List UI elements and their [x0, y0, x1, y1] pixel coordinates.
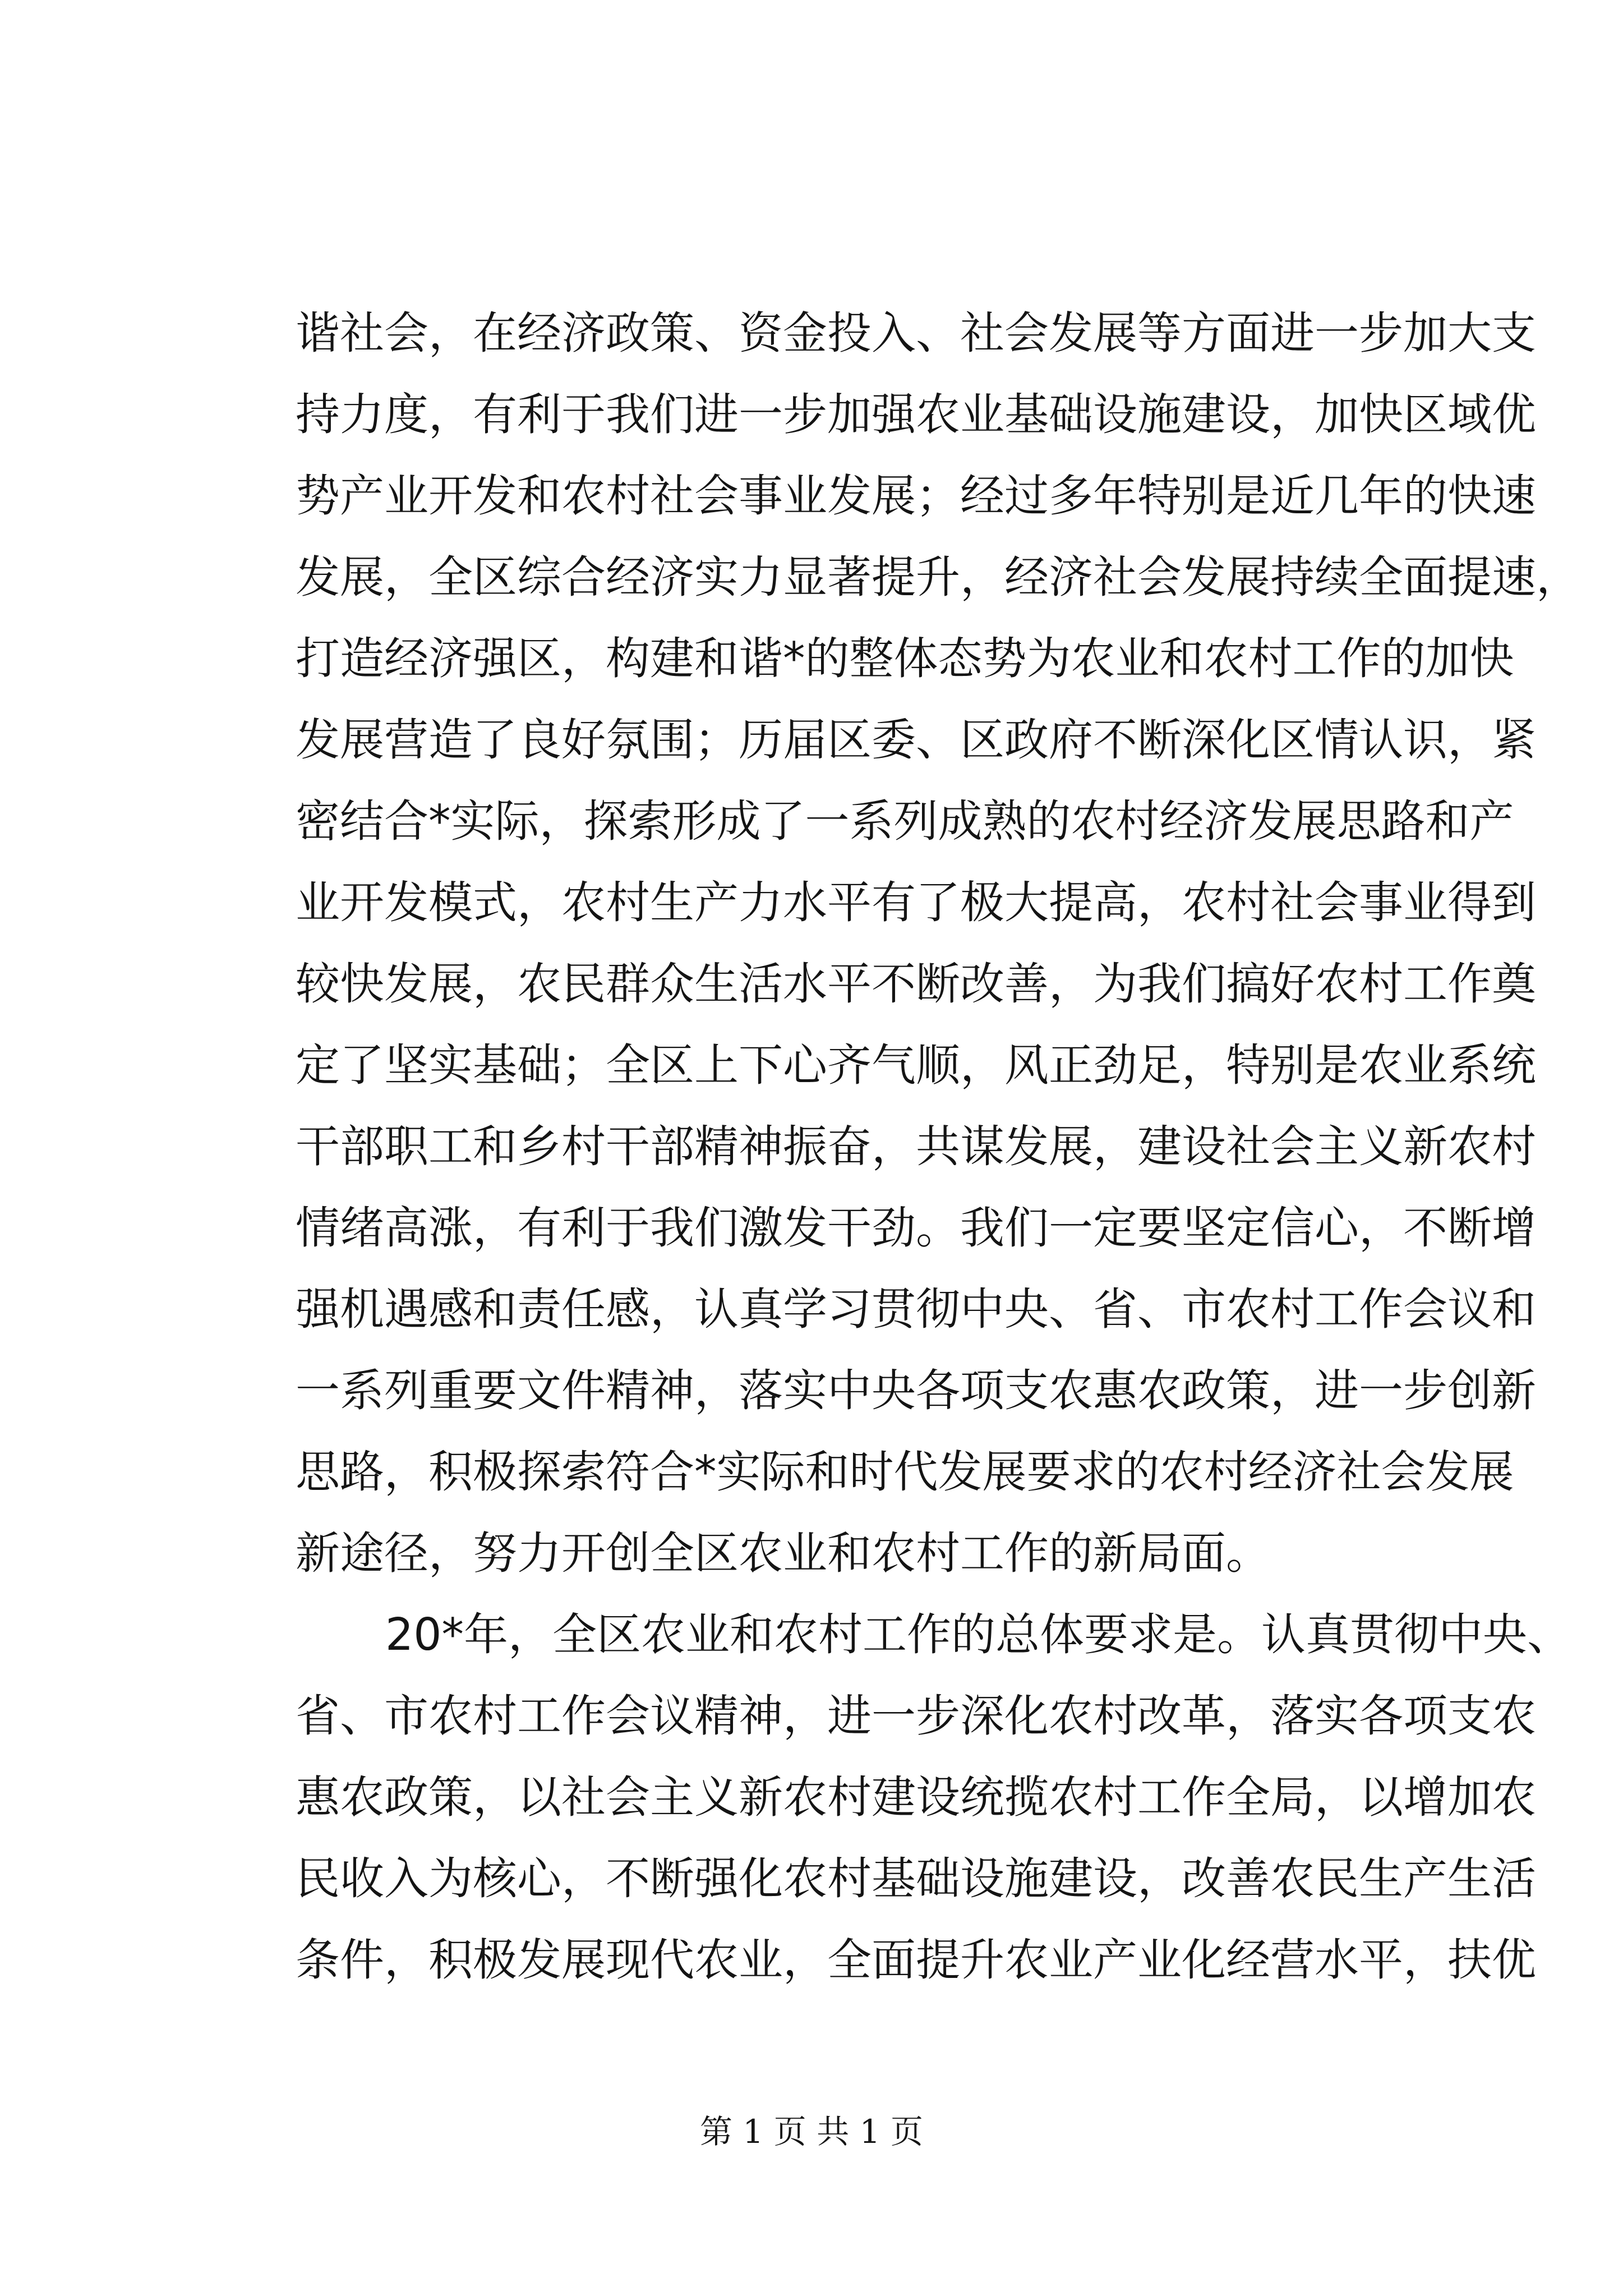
text-line: 20*年，全区农业和农村工作的总体要求是。认真贯彻中央、	[385, 1609, 1572, 1660]
text-line: 发展营造了良好氛围；历届区委、区政府不断深化区情认识，紧	[296, 714, 1536, 766]
text-line: 势产业开发和农村社会事业发展；经过多年特别是近几年的快速	[296, 470, 1536, 522]
text-line: 持力度，有利于我们进一步加强农业基础设施建设，加快区域优	[296, 389, 1536, 440]
text-line: 省、市农村工作会议精神，进一步深化农村改革，落实各项支农	[296, 1690, 1536, 1742]
text-line: 情绪高涨，有利于我们激发干劲。我们一定要坚定信心，不断增	[296, 1202, 1536, 1254]
text-line: 民收入为核心，不断强化农村基础设施建设，改善农民生产生活	[296, 1853, 1536, 1904]
text-line: 打造经济强区，构建和谐*的整体态势为农业和农村工作的加快	[296, 633, 1514, 684]
text-line: 新途径，努力开创全区农业和农村工作的新局面。	[296, 1527, 1270, 1579]
document-body	[296, 293, 1580, 2001]
text-line: 一系列重要文件精神，落实中央各项支农惠农政策，进一步创新	[296, 1365, 1536, 1416]
text-line: 条件，积极发展现代农业，全面提升农业产业化经营水平，扶优	[296, 1934, 1536, 1986]
text-line: 定了坚实基础；全区上下心齐气顺，风正劲足，特别是农业系统	[296, 1039, 1536, 1091]
text-line: 干部职工和乡村干部精神振奋，共谋发展，建设社会主义新农村	[296, 1121, 1536, 1172]
text-line: 密结合*实际，探索形成了一系列成熟的农村经济发展思路和产	[296, 795, 1514, 847]
text-line: 谐社会，在经济政策、资金投入、社会发展等方面进一步加大支	[296, 307, 1536, 359]
text-line: 思路，积极探索符合*实际和时代发展要求的农村经济社会发展	[296, 1446, 1514, 1498]
page-number-footer: 第 1 页 共 1 页	[700, 2113, 923, 2151]
text-line: 惠农政策，以社会主义新农村建设统揽农村工作全局，以增加农	[296, 1772, 1536, 1823]
text-line: 较快发展，农民群众生活水平不断改善，为我们搞好农村工作奠	[296, 958, 1536, 1010]
text-line: 发展，全区综合经济实力显著提升，经济社会发展持续全面提速，	[296, 551, 1580, 603]
text-line: 强机遇感和责任感，认真学习贯彻中央、省、市农村工作会议和	[296, 1283, 1536, 1335]
text-line: 业开发模式，农村生产力水平有了极大提高，农村社会事业得到	[296, 877, 1536, 928]
